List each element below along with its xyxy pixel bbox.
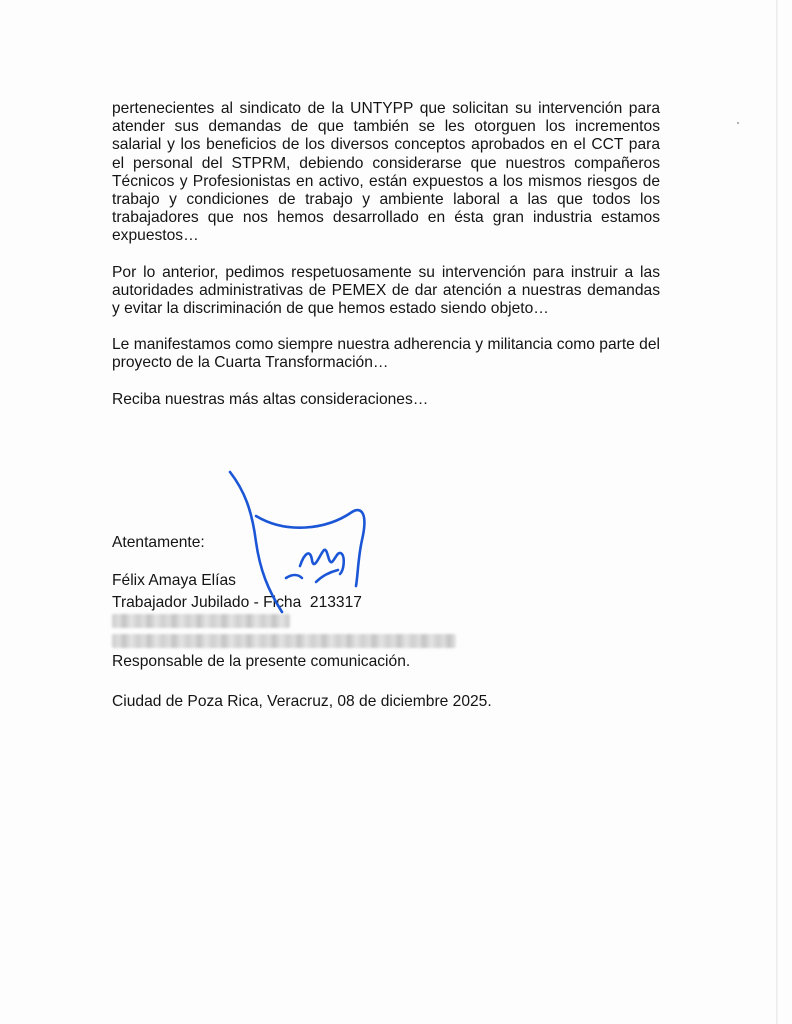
paragraph-regards: Reciba nuestras más altas consideraciones… (112, 390, 429, 408)
scan-edge (776, 0, 778, 1024)
letter-body (112, 100, 660, 409)
paragraph-request: Por lo anterior, pedimos respetuosamente su intervención para instruir a las autoridades administrativas de PEMEX de dar atención a nuestras demandas y evitar la discriminación de que hemos estado siendo objeto… (112, 263, 660, 318)
scan-speck (737, 122, 739, 124)
place-and-date: Ciudad de Poza Rica, Veracruz, 08 de diciembre 2025. (112, 693, 492, 710)
signer-title: Trabajador Jubilado - Ficha 213317 (112, 594, 362, 611)
responsible-note: Responsable de la presente comunicación. (112, 653, 411, 670)
signer-name: Félix Amaya Elías (112, 572, 236, 589)
paragraph-demands: pertenecientes al sindicato de la UNTYPP que solicitan su intervención para atender sus demandas de que también se les otorguen los incrementos salarial y los beneficios de los diversos conceptos aprobados en el CCT para el personal del STPRM, debiendo considerarse que nuestros compañeros Técnicos y Profesionistas en activo, están expuestos a los mismos riesgos de trabajo y condiciones de trabajo y ambiente laboral a las que todos los trabajadores que nos hemos desarrollado en ésta gran industria estamos expuestos… (112, 100, 660, 245)
closing-salutation: Atentamente: (112, 534, 205, 551)
redacted-line-2 (112, 634, 456, 648)
handwritten-signature (200, 450, 400, 630)
paragraph-adherence: Le manifestamos como siempre nuestra adherencia y militancia como parte del proyecto de la Cuarta Transformación… (112, 336, 660, 372)
